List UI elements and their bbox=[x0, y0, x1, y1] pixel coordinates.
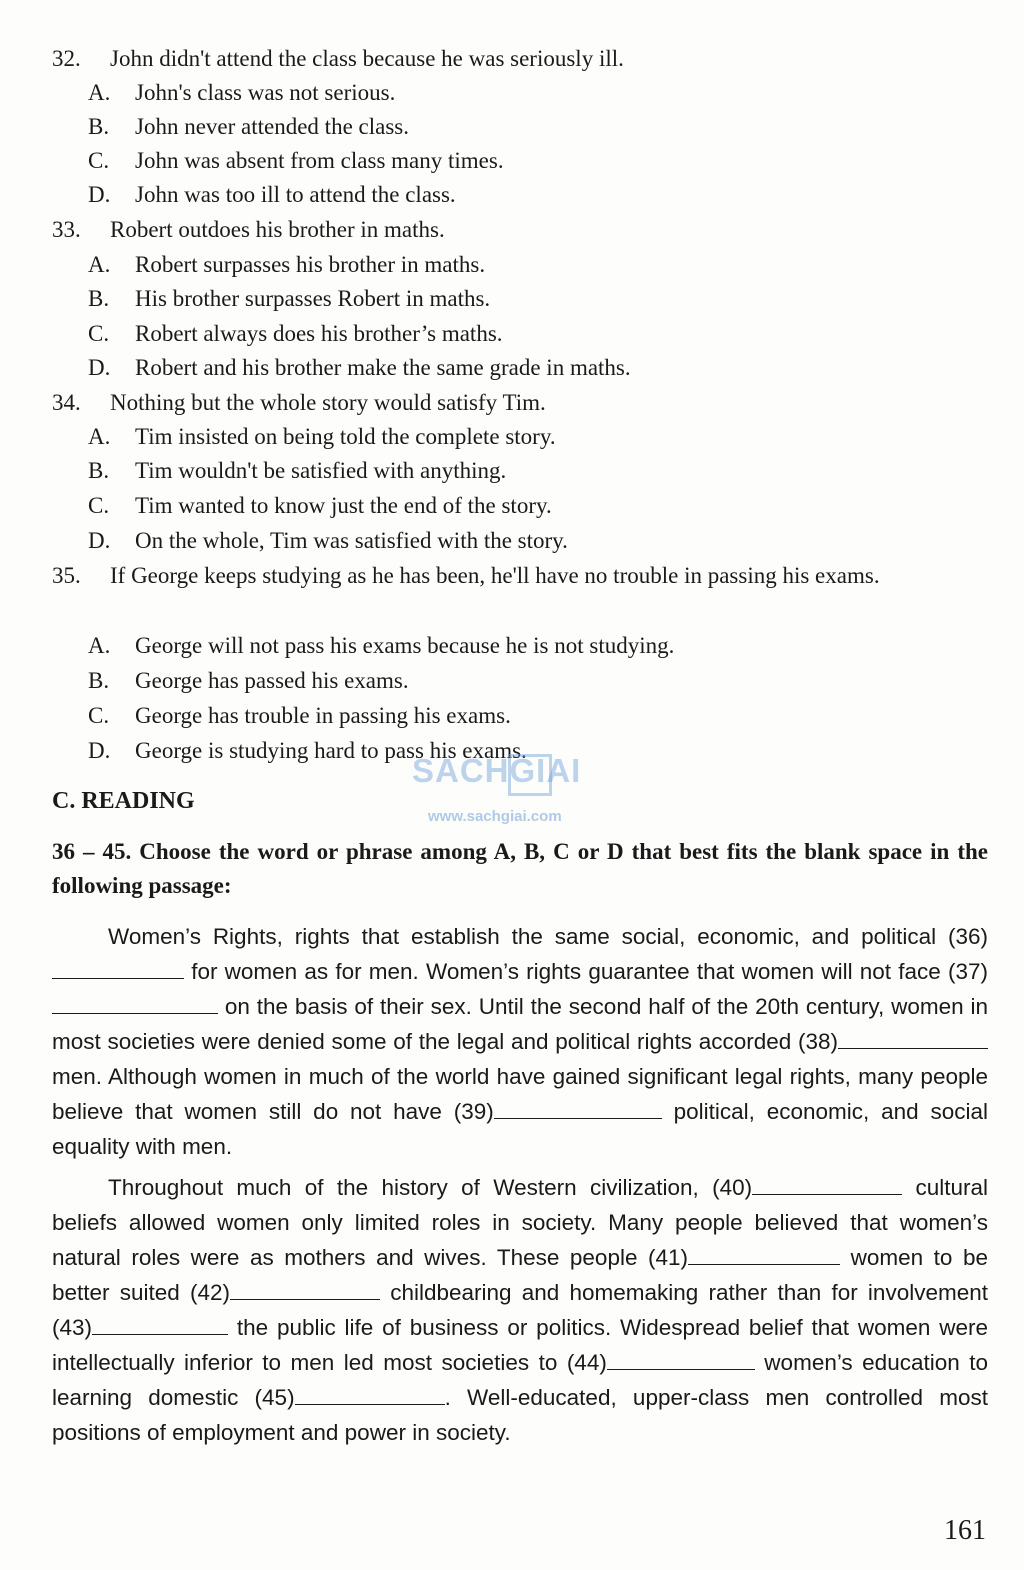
option-text: Robert surpasses his brother in maths. bbox=[135, 252, 486, 277]
reading-instruction: 36 – 45. Choose the word or phrase among A, B, C or D that best fits the blank space in the following passage: bbox=[52, 839, 988, 898]
option-text: John was too ill to attend the class. bbox=[135, 182, 456, 207]
section-heading: C. READING bbox=[52, 788, 195, 814]
option-32-d bbox=[88, 178, 988, 212]
option-33-b bbox=[88, 282, 988, 316]
option-33-d bbox=[88, 351, 988, 385]
passage-text: the public life of business or politics. Widespread belief that women were intellectually inferior to men led most societies to bbox=[52, 1315, 988, 1375]
option-32-b bbox=[88, 110, 988, 144]
blank-number: (36) bbox=[947, 924, 988, 949]
passage-text: cultural beliefs allowed women only limited roles in society. Many people believed that women’s natural roles were as mothers and wives. These people bbox=[52, 1175, 988, 1270]
option-letter: C. bbox=[88, 493, 110, 518]
option-32-a bbox=[88, 76, 988, 110]
question-number: 32. bbox=[52, 46, 81, 71]
option-text: Robert and his brother make the same grade in maths. bbox=[135, 355, 631, 380]
blank-line bbox=[52, 991, 218, 1014]
option-letter: D. bbox=[88, 182, 111, 207]
option-letter: B. bbox=[88, 668, 110, 693]
question-stem: Robert outdoes his brother in maths. bbox=[110, 217, 445, 242]
option-text: George has passed his exams. bbox=[135, 668, 409, 693]
passage-text: women to be better suited bbox=[52, 1245, 989, 1305]
option-35-a bbox=[88, 629, 988, 663]
passage-text: Women’s Rights, rights that establish the same social, economic, and political bbox=[108, 924, 937, 949]
option-34-b bbox=[88, 454, 988, 488]
option-35-b bbox=[88, 664, 988, 698]
blank-number: (37) bbox=[947, 959, 988, 984]
option-letter: B. bbox=[88, 114, 110, 139]
option-letter: D. bbox=[88, 528, 111, 553]
option-text: John was absent from class many times. bbox=[135, 148, 504, 173]
option-text: Robert always does his brother’s maths. bbox=[135, 321, 503, 346]
question-33 bbox=[52, 213, 992, 247]
passage-text: women’s education to learning domestic bbox=[52, 1350, 988, 1410]
blank-number: (39) bbox=[453, 1099, 494, 1124]
blank-line bbox=[607, 1347, 755, 1370]
option-35-c bbox=[88, 699, 988, 733]
option-text: Tim wouldn't be satisfied with anything. bbox=[135, 458, 507, 483]
watermark-logo-text: SACHGIAI bbox=[412, 752, 582, 789]
option-letter: D. bbox=[88, 355, 111, 380]
option-letter: D. bbox=[88, 738, 111, 763]
option-text: George is studying hard to pass his exams. bbox=[135, 738, 527, 763]
passage-text: men. Although women in much of the world have gained significant legal rights, many people believe that women still do not have bbox=[52, 1064, 988, 1124]
blank-number: (40) bbox=[712, 1175, 753, 1200]
option-letter: C. bbox=[88, 148, 110, 173]
option-letter: C. bbox=[88, 703, 110, 728]
page-number: 161 bbox=[944, 1515, 986, 1546]
option-letter: A. bbox=[88, 252, 111, 277]
blank-line bbox=[52, 956, 184, 979]
question-stem: John didn't attend the class because he was seriously ill. bbox=[110, 46, 624, 71]
passage-paragraph-2 bbox=[52, 1170, 988, 1450]
question-35 bbox=[52, 559, 992, 593]
option-letter: A. bbox=[88, 80, 111, 105]
option-34-a bbox=[88, 420, 988, 454]
option-35-d bbox=[88, 734, 988, 768]
option-text: His brother surpasses Robert in maths. bbox=[135, 286, 491, 311]
question-32 bbox=[52, 42, 992, 76]
question-stem: Nothing but the whole story would satisfy Tim. bbox=[110, 390, 546, 415]
passage-text: for women as for men. Women’s rights guarantee that women will not face bbox=[184, 959, 948, 984]
option-34-d bbox=[88, 524, 988, 558]
option-text: George will not pass his exams because he is not studying. bbox=[135, 633, 675, 658]
option-text: Tim insisted on being told the complete story. bbox=[135, 424, 556, 449]
question-number: 34. bbox=[52, 390, 81, 415]
passage-text: . Well-educated, upper-class men controlled most positions of employment and power in society. bbox=[52, 1385, 989, 1445]
passage-text: on the basis of their sex. Until the second half of the 20th century, women in most societies were denied some of the legal and political rights accorded bbox=[52, 994, 988, 1054]
blank-line bbox=[838, 1026, 988, 1049]
blank-number: (43) bbox=[52, 1315, 93, 1340]
watermark-url: www.sachgiai.com bbox=[428, 808, 562, 825]
blank-number: (45) bbox=[254, 1385, 295, 1410]
passage-text: Throughout much of the history of Western civilization, bbox=[108, 1175, 713, 1200]
option-letter: C. bbox=[88, 321, 110, 346]
option-letter: A. bbox=[88, 424, 111, 449]
blank-number: (44) bbox=[566, 1350, 607, 1375]
option-32-c bbox=[88, 144, 988, 178]
blank-number: (42) bbox=[189, 1280, 230, 1305]
option-33-a bbox=[88, 248, 988, 282]
question-stem: If George keeps studying as he has been, he'll have no trouble in passing his exams. bbox=[110, 563, 880, 588]
passage-text: political, economic, and social equality with men. bbox=[52, 1099, 988, 1159]
passage-paragraph-1 bbox=[52, 919, 988, 1164]
option-letter: A. bbox=[88, 633, 111, 658]
option-text: Tim wanted to know just the end of the story. bbox=[135, 493, 552, 518]
question-number: 35. bbox=[52, 563, 81, 588]
option-33-c bbox=[88, 317, 988, 351]
blank-number: (38) bbox=[797, 1029, 838, 1054]
blank-line bbox=[92, 1312, 228, 1335]
option-text: John never attended the class. bbox=[135, 114, 409, 139]
blank-line bbox=[688, 1242, 840, 1265]
option-34-c bbox=[88, 489, 988, 523]
option-text: George has trouble in passing his exams. bbox=[135, 703, 511, 728]
passage-text: childbearing and homemaking rather than for involvement bbox=[380, 1280, 988, 1305]
option-letter: B. bbox=[88, 286, 110, 311]
blank-line bbox=[752, 1172, 902, 1195]
blank-line bbox=[230, 1277, 380, 1300]
option-text: John's class was not serious. bbox=[135, 80, 396, 105]
question-number: 33. bbox=[52, 217, 81, 242]
option-text: On the whole, Tim was satisfied with the story. bbox=[135, 528, 568, 553]
option-letter: B. bbox=[88, 458, 110, 483]
blank-line bbox=[295, 1382, 445, 1405]
question-34 bbox=[52, 386, 992, 420]
blank-number: (41) bbox=[648, 1245, 689, 1270]
blank-line bbox=[494, 1096, 662, 1119]
